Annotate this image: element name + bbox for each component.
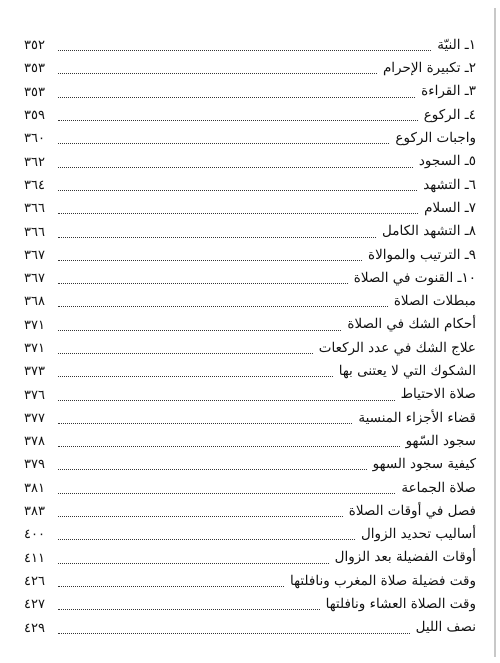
toc-dot-leader — [58, 72, 377, 74]
toc-dot-leader — [58, 329, 341, 331]
toc-entry-title: نصف الليل — [415, 619, 476, 636]
toc-entry-title: وقت الصلاة العشاء ونافلتها — [325, 596, 476, 613]
toc-entry — [24, 220, 476, 243]
toc-entry-title: أساليب تحديد الزوال — [361, 526, 476, 543]
toc-dot-leader — [58, 305, 388, 307]
toc-entry-title: ٧ـ السلام — [424, 199, 476, 216]
toc-entry-page: ٣٧٣ — [24, 364, 45, 380]
toc-entry-page: ٣٦٦ — [24, 224, 45, 240]
toc-dot-leader — [58, 608, 320, 610]
toc-entry — [24, 57, 476, 80]
toc-dot-leader — [58, 212, 418, 214]
toc-dot-leader — [58, 189, 417, 191]
toc-entry-page: ٣٨٣ — [24, 504, 45, 520]
toc-entry-title: ٣ـ القراءة — [421, 83, 476, 100]
toc-entry-title: كيفية سجود السهو — [372, 456, 476, 473]
toc-entry — [24, 453, 476, 476]
toc-entry-page: ٣٦٤ — [24, 177, 45, 193]
toc-entry-page: ٣٦٦ — [24, 201, 45, 217]
toc-entry — [24, 244, 476, 267]
toc-entry — [24, 104, 476, 127]
toc-entry — [24, 150, 476, 173]
toc-entry-title: ١ـ النيّة — [437, 36, 476, 53]
toc-entry-page: ٤٢٧ — [24, 597, 45, 613]
toc-dot-leader — [58, 492, 395, 494]
toc-dot-leader — [58, 236, 376, 238]
toc-entry-title: ٤ـ الركوع — [423, 106, 476, 123]
toc-entry — [24, 127, 476, 150]
toc-entry — [24, 314, 476, 337]
toc-entry-page: ٣٦٨ — [24, 294, 45, 310]
toc-entry — [24, 81, 476, 104]
toc-entry-title: قضاء الأجزاء المنسية — [358, 409, 476, 426]
toc-entry — [24, 267, 476, 290]
toc-entry-title: وقت فضيلة صلاة المغرب ونافلتها — [290, 572, 476, 589]
toc-dot-leader — [58, 119, 418, 121]
toc-entry — [24, 360, 476, 383]
toc-entry — [24, 290, 476, 313]
toc-dot-leader — [58, 96, 415, 98]
toc-entry-page: ٣٦٧ — [24, 247, 45, 263]
toc-dot-leader — [58, 515, 343, 517]
toc-entry — [24, 570, 476, 593]
page-edge-divider — [494, 8, 496, 657]
toc-entry-title: علاج الشك في عدد الركعات — [318, 339, 476, 356]
toc-entry-page: ٤٠٠ — [24, 527, 45, 543]
toc-entry — [24, 547, 476, 570]
toc-entry — [24, 383, 476, 406]
toc-dot-leader — [58, 259, 362, 261]
toc-entry-page: ٣٧١ — [24, 317, 45, 333]
toc-dot-leader — [58, 538, 355, 540]
toc-entry — [24, 337, 476, 360]
toc-entry — [24, 197, 476, 220]
toc-dot-leader — [58, 166, 413, 168]
toc-entry-title: مبطلات الصلاة — [393, 293, 476, 310]
toc-entry-page: ٣٦٠ — [24, 131, 45, 147]
toc-entry-title: صلاة الاحتياط — [400, 386, 476, 403]
toc-entry-title: ٩ـ الترتيب والموالاة — [368, 246, 476, 263]
toc-dot-leader — [58, 445, 400, 447]
toc-entry-title: أحكام الشك في الصلاة — [347, 316, 476, 333]
toc-dot-leader — [58, 468, 367, 470]
toc-entry-page: ٣٧٦ — [24, 387, 45, 403]
toc-entry-title: أوقات الفضيلة بعد الزوال — [334, 549, 476, 566]
toc-entry-page: ٣٥٣ — [24, 61, 45, 77]
toc-entry — [24, 523, 476, 546]
toc-dot-leader — [58, 399, 395, 401]
toc-dot-leader — [58, 142, 389, 144]
toc-dot-leader — [58, 375, 333, 377]
toc-entry-title: صلاة الجماعة — [401, 479, 476, 496]
toc-entry-title: ٨ـ التشهد الكامل — [382, 223, 476, 240]
toc-entry — [24, 616, 476, 639]
toc-entry-page: ٣٨١ — [24, 480, 45, 496]
toc-entry-title: واجبات الركوع — [395, 130, 476, 147]
toc-entry-title: ٦ـ التشهد — [423, 176, 476, 193]
toc-entry-page: ٣٥٣ — [24, 84, 45, 100]
toc-entry-page: ٤٢٦ — [24, 573, 45, 589]
toc-dot-leader — [58, 632, 410, 634]
toc-dot-leader — [58, 49, 431, 51]
toc-dot-leader — [58, 562, 329, 564]
toc-dot-leader — [58, 422, 352, 424]
toc-entry — [24, 500, 476, 523]
toc-entry-title: ٢ـ تكبيرة الإحرام — [382, 60, 476, 77]
toc-entry-page: ٣٥٩ — [24, 108, 45, 124]
toc-entry-page: ٣٦٧ — [24, 271, 45, 287]
toc-entry — [24, 407, 476, 430]
toc-entry-title: سجود السّهو — [405, 432, 476, 449]
toc-entry-page: ٣٥٢ — [24, 38, 45, 54]
toc-entry-page: ٣٧٨ — [24, 434, 45, 450]
toc-entry-title: ١٠ـ القنوت في الصلاة — [353, 269, 476, 286]
toc-entry-title: الشكوك التي لا يعتنى بها — [338, 363, 476, 380]
toc-entry — [24, 174, 476, 197]
toc-dot-leader — [58, 585, 284, 587]
toc-entry-page: ٣٧٧ — [24, 410, 45, 426]
toc-entry — [24, 477, 476, 500]
toc-entry-page: ٣٧٩ — [24, 457, 45, 473]
toc-entry — [24, 430, 476, 453]
toc-entry-page: ٤١١ — [24, 550, 45, 566]
table-of-contents — [24, 34, 476, 640]
toc-dot-leader — [58, 352, 313, 354]
toc-entry-page: ٣٧١ — [24, 341, 45, 356]
toc-dot-leader — [58, 282, 348, 284]
toc-entry-title: ٥ـ السجود — [418, 153, 476, 170]
toc-entry — [24, 34, 476, 57]
toc-entry-page: ٣٦٢ — [24, 154, 45, 170]
toc-entry — [24, 593, 476, 616]
toc-entry-title: فصل في أوقات الصلاة — [348, 502, 476, 519]
toc-entry-page: ٤٢٩ — [24, 620, 45, 636]
